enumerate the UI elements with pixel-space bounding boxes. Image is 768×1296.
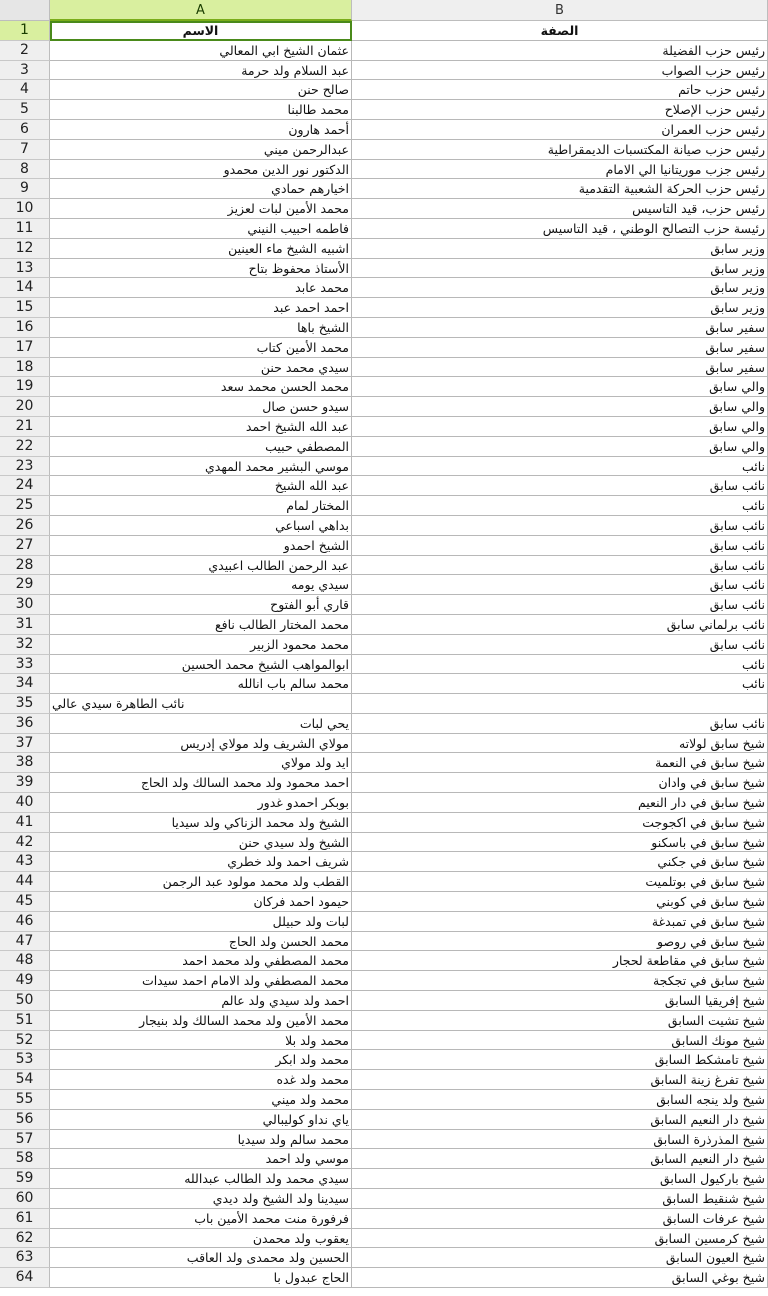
row-header[interactable]: 24 <box>0 476 50 496</box>
cell-b[interactable]: رئيس حزب الصواب <box>352 61 768 81</box>
cell-a[interactable]: اشبيه الشيخ ماء العينين <box>50 239 352 259</box>
row-header[interactable]: 13 <box>0 259 50 279</box>
cell-a[interactable]: ابوالمواهب الشيخ محمد الحسين <box>50 655 352 675</box>
cell-a[interactable]: الشيخ ولد محمد الزناكي ولد سيديا <box>50 813 352 833</box>
table-row <box>0 239 768 259</box>
row-header[interactable]: 20 <box>0 397 50 417</box>
cell-a[interactable]: عبدالرحمن ميني <box>50 140 352 160</box>
row-header[interactable]: 51 <box>0 1011 50 1031</box>
cell-a[interactable]: بداهي اسباعي <box>50 516 352 536</box>
table-row <box>0 1031 768 1051</box>
table-row <box>0 1070 768 1090</box>
table-row <box>0 1130 768 1150</box>
table-row <box>0 179 768 199</box>
cell-a[interactable]: الدكتور نور الدين محمدو <box>50 160 352 180</box>
table-row <box>0 496 768 516</box>
select-all-corner[interactable] <box>0 0 50 21</box>
row-header[interactable]: 37 <box>0 734 50 754</box>
cell-a[interactable]: عبد الله الشيخ احمد <box>50 417 352 437</box>
cell-a[interactable]: ايد ولد مولاي <box>50 753 352 773</box>
cell-b[interactable]: شيخ سابق في بوتلميت <box>352 872 768 892</box>
cell-b[interactable]: شيخ سابق في وادان <box>352 773 768 793</box>
table-row <box>0 674 768 694</box>
row-header[interactable]: 48 <box>0 951 50 971</box>
cell-a[interactable]: الشيخ ولد سيدي حنن <box>50 833 352 853</box>
row-header[interactable]: 26 <box>0 516 50 536</box>
row-header[interactable]: 2 <box>0 41 50 61</box>
cell-a[interactable]: شريف احمد ولد خطري <box>50 852 352 872</box>
table-row <box>0 556 768 576</box>
cell-b[interactable]: وزير سابق <box>352 259 768 279</box>
cell-b[interactable]: رئيس حزب صيانة المكتسبات الديمقراطية <box>352 140 768 160</box>
cell-b[interactable]: نائب <box>352 457 768 477</box>
column-header-row <box>0 0 768 21</box>
table-row <box>0 298 768 318</box>
table-row <box>0 1209 768 1229</box>
table-row <box>0 991 768 1011</box>
cell-a[interactable]: فرفورة منت محمد الأمين باب <box>50 1209 352 1229</box>
row-header[interactable]: 3 <box>0 61 50 81</box>
cell-b[interactable]: شيخ تامشكط السابق <box>352 1050 768 1070</box>
table-row <box>0 41 768 61</box>
table-row <box>0 1011 768 1031</box>
cell-b[interactable]: شيخ دار النعيم السابق <box>352 1110 768 1130</box>
row-header[interactable]: 17 <box>0 338 50 358</box>
row-header[interactable]: 56 <box>0 1110 50 1130</box>
cell-a[interactable]: فاطمه احبيب النيني <box>50 219 352 239</box>
cell-a[interactable]: محمد سالم ولد سيديا <box>50 1130 352 1150</box>
table-row <box>0 338 768 358</box>
table-row <box>0 100 768 120</box>
table-row <box>0 61 768 81</box>
cell-a[interactable]: قاري أبو الفتوح <box>50 595 352 615</box>
table-row <box>0 1248 768 1268</box>
cell-a[interactable]: الشيخ باها <box>50 318 352 338</box>
cell-b[interactable]: شيخ دار النعيم السابق <box>352 1149 768 1169</box>
table-row <box>0 734 768 754</box>
cell-a[interactable]: موسي البشير محمد المهدي <box>50 457 352 477</box>
table-row <box>0 655 768 675</box>
cell-a[interactable]: مولاي الشريف ولد مولاي إدريس <box>50 734 352 754</box>
row-header[interactable]: 41 <box>0 813 50 833</box>
cell-a[interactable]: محمد الحسن ولد الحاج <box>50 932 352 952</box>
table-row <box>0 773 768 793</box>
cell-a[interactable]: محمد المصطفي ولد محمد احمد <box>50 951 352 971</box>
cell-a[interactable]: محمد الأمين كتاب <box>50 338 352 358</box>
row-header[interactable]: 42 <box>0 833 50 853</box>
cell-b[interactable]: رئيسة حزب التصالح الوطني ، قيد التاسيس <box>352 219 768 239</box>
cell-a[interactable]: يحي لبات <box>50 714 352 734</box>
row-header[interactable]: 38 <box>0 753 50 773</box>
table-row <box>0 595 768 615</box>
row-header[interactable]: 29 <box>0 575 50 595</box>
cell-a[interactable]: عبد السلام ولد حرمة <box>50 61 352 81</box>
row-header[interactable]: 39 <box>0 773 50 793</box>
cell-a[interactable]: المصطفي حبيب <box>50 437 352 457</box>
table-row <box>0 1189 768 1209</box>
cell-a[interactable]: الحاج عبدول با <box>50 1268 352 1288</box>
table-row <box>0 1169 768 1189</box>
cell-b[interactable]: سفير سابق <box>352 318 768 338</box>
table-row <box>0 833 768 853</box>
cell-a[interactable]: سيدينا ولد الشيخ ولد ديدي <box>50 1189 352 1209</box>
row-header[interactable]: 49 <box>0 971 50 991</box>
cell-b[interactable] <box>352 694 768 714</box>
row-header[interactable]: 59 <box>0 1169 50 1189</box>
table-row <box>0 140 768 160</box>
cell-a[interactable]: سيدي محمد حنن <box>50 358 352 378</box>
cell-b[interactable]: نائب سابق <box>352 595 768 615</box>
cell-a[interactable]: لبات ولد حبيلل <box>50 912 352 932</box>
row-header[interactable]: 53 <box>0 1050 50 1070</box>
cell-a[interactable]: سيدي يومه <box>50 575 352 595</box>
cell-b[interactable]: شيخ سابق في اكجوجت <box>352 813 768 833</box>
table-row <box>0 714 768 734</box>
cell-b[interactable]: سفير سابق <box>352 338 768 358</box>
table-row <box>0 417 768 437</box>
cell-b[interactable]: شيخ سابق في تمبدغة <box>352 912 768 932</box>
row-header[interactable]: 12 <box>0 239 50 259</box>
row-header[interactable]: 60 <box>0 1189 50 1209</box>
table-row <box>0 1050 768 1070</box>
table-row <box>0 951 768 971</box>
cell-b[interactable]: نائب سابق <box>352 476 768 496</box>
cell-b[interactable]: رئيس حزب الحركة الشعبية التقدمية <box>352 179 768 199</box>
row-header[interactable]: 40 <box>0 793 50 813</box>
cell-b[interactable]: وزير سابق <box>352 239 768 259</box>
cell-a[interactable]: بوبكر احمدو غدور <box>50 793 352 813</box>
cell-b[interactable]: شيخ المذرذرة السابق <box>352 1130 768 1150</box>
cell-b[interactable]: نائب سابق <box>352 536 768 556</box>
row-header[interactable]: 57 <box>0 1130 50 1150</box>
cell-b[interactable]: شيخ سابق في كوبني <box>352 892 768 912</box>
row-header[interactable]: 22 <box>0 437 50 457</box>
row-header[interactable]: 35 <box>0 694 50 714</box>
cell-a[interactable]: نائب الطاهرة سيدي عالي <box>50 694 352 714</box>
table-row <box>0 120 768 140</box>
cell-b[interactable]: شيخ سابق في روصو <box>352 932 768 952</box>
cell-a[interactable]: يعقوب ولد محمدن <box>50 1229 352 1249</box>
row-header[interactable]: 32 <box>0 635 50 655</box>
row-header[interactable]: 63 <box>0 1248 50 1268</box>
cell-a[interactable]: الحسين ولد محمدى ولد العاقب <box>50 1248 352 1268</box>
table-row <box>0 932 768 952</box>
table-row <box>0 813 768 833</box>
cell-b[interactable]: نائب <box>352 496 768 516</box>
table-row <box>0 259 768 279</box>
cell-b[interactable]: سفير سابق <box>352 358 768 378</box>
cell-a[interactable]: القطب ولد محمد مولود عبد الرجمن <box>50 872 352 892</box>
table-row <box>0 852 768 872</box>
row-header[interactable]: 28 <box>0 556 50 576</box>
cell-a[interactable]: محمد عابد <box>50 278 352 298</box>
cell-a[interactable]: محمد ولد ابكر <box>50 1050 352 1070</box>
cell-b[interactable]: شيخ سابق في باسكنو <box>352 833 768 853</box>
cell-a[interactable]: عبد الرحمن الطالب اعبيدي <box>50 556 352 576</box>
row-header[interactable]: 31 <box>0 615 50 635</box>
row-header[interactable]: 9 <box>0 179 50 199</box>
cell-a[interactable]: محمد سالم باب انالله <box>50 674 352 694</box>
row-header[interactable]: 23 <box>0 457 50 477</box>
cell-b[interactable]: نائب برلماني سابق <box>352 615 768 635</box>
table-row <box>0 872 768 892</box>
table-row <box>0 160 768 180</box>
row-header[interactable]: 19 <box>0 377 50 397</box>
cell-b[interactable]: وزير سابق <box>352 298 768 318</box>
row-header[interactable]: 50 <box>0 991 50 1011</box>
table-row <box>0 694 768 714</box>
cell-b[interactable]: رئيس جزب موريتانيا الي الامام <box>352 160 768 180</box>
table-row <box>0 476 768 496</box>
cell-a[interactable]: احمد احمد عبد <box>50 298 352 318</box>
table-row <box>0 892 768 912</box>
table-row <box>0 1090 768 1110</box>
cell-a[interactable]: ياي نداو كوليبالي <box>50 1110 352 1130</box>
cell-b[interactable]: شيخ شنقيط السابق <box>352 1189 768 1209</box>
cell-b[interactable]: رئيس حزب الإصلاح <box>352 100 768 120</box>
cell-b[interactable]: نائب <box>352 674 768 694</box>
table-row <box>0 615 768 635</box>
cell-a[interactable]: المختار لمام <box>50 496 352 516</box>
row-header[interactable]: 16 <box>0 318 50 338</box>
table-row <box>0 1110 768 1130</box>
row-header[interactable]: 10 <box>0 199 50 219</box>
cell-a[interactable]: احمد ولد سيدي ولد عالم <box>50 991 352 1011</box>
cell-a[interactable]: محمد الحسن محمد سعد <box>50 377 352 397</box>
row-header[interactable]: 43 <box>0 852 50 872</box>
cell-b[interactable]: شيخ تفرغ زينة السابق <box>352 1070 768 1090</box>
cell-a[interactable]: محمد ولد ميني <box>50 1090 352 1110</box>
cell-b[interactable]: شيخ سابق في جكني <box>352 852 768 872</box>
cell-b[interactable]: شيخ تشيت السابق <box>352 1011 768 1031</box>
cell-b[interactable]: رئيس حزب الفضيلة <box>352 41 768 61</box>
row-header[interactable]: 44 <box>0 872 50 892</box>
cell-a[interactable]: صالح حنن <box>50 80 352 100</box>
cell-a[interactable]: أحمد هارون <box>50 120 352 140</box>
cell-b[interactable]: شيخ إفريقيا السابق <box>352 991 768 1011</box>
row-header[interactable]: 21 <box>0 417 50 437</box>
row-header[interactable]: 61 <box>0 1209 50 1229</box>
cell-b[interactable]: شيخ عرفات السابق <box>352 1209 768 1229</box>
cell-b[interactable]: شيخ بوغي السابق <box>352 1268 768 1288</box>
cell-b[interactable]: شيخ سابق في مقاطعة لحجار <box>352 951 768 971</box>
table-row <box>0 358 768 378</box>
row-header[interactable]: 62 <box>0 1229 50 1249</box>
column-header-b[interactable]: B <box>352 0 768 21</box>
table-row <box>0 199 768 219</box>
table-row <box>0 437 768 457</box>
table-row <box>0 516 768 536</box>
cell-b[interactable]: الصفة <box>352 21 768 41</box>
cell-a[interactable]: احمد محمود ولد محمد السالك ولد الحاج <box>50 773 352 793</box>
row-header[interactable]: 64 <box>0 1268 50 1288</box>
row-header[interactable]: 55 <box>0 1090 50 1110</box>
row-header[interactable]: 8 <box>0 160 50 180</box>
row-header[interactable]: 1 <box>0 21 50 41</box>
row-header[interactable]: 34 <box>0 674 50 694</box>
cell-a[interactable]: الأستاذ محفوظ بتاح <box>50 259 352 279</box>
cell-b[interactable]: نائب سابق <box>352 635 768 655</box>
table-row <box>0 1229 768 1249</box>
table-row <box>0 753 768 773</box>
table-row <box>0 397 768 417</box>
table-row <box>0 80 768 100</box>
cell-b[interactable]: شيخ سابق في دار النعيم <box>352 793 768 813</box>
cell-b[interactable]: نائب سابق <box>352 516 768 536</box>
row-header[interactable]: 45 <box>0 892 50 912</box>
cell-a[interactable]: محمد المصطفي ولد الامام احمد سيدات <box>50 971 352 991</box>
row-header[interactable]: 58 <box>0 1149 50 1169</box>
row-header[interactable]: 47 <box>0 932 50 952</box>
row-header[interactable]: 4 <box>0 80 50 100</box>
table-row <box>0 1268 768 1288</box>
cell-grid <box>0 21 768 1288</box>
table-row <box>0 21 768 41</box>
column-header-a[interactable]: A <box>50 0 352 21</box>
cell-b[interactable]: نائب سابق <box>352 556 768 576</box>
cell-a[interactable]: سيدي محمد ولد الطالب عبدالله <box>50 1169 352 1189</box>
cell-b[interactable]: نائب سابق <box>352 575 768 595</box>
cell-b[interactable]: والي سابق <box>352 377 768 397</box>
cell-a[interactable]: عثمان الشيخ ابي المعالي <box>50 41 352 61</box>
cell-b[interactable]: رئيس حزب حاتم <box>352 80 768 100</box>
row-header[interactable]: 27 <box>0 536 50 556</box>
row-header[interactable]: 14 <box>0 278 50 298</box>
cell-a[interactable]: الاسم <box>50 21 352 41</box>
cell-b[interactable]: والي سابق <box>352 417 768 437</box>
row-header[interactable]: 6 <box>0 120 50 140</box>
cell-b[interactable]: وزير سابق <box>352 278 768 298</box>
cell-b[interactable]: شيخ باركيول السابق <box>352 1169 768 1189</box>
cell-b[interactable]: والي سابق <box>352 397 768 417</box>
cell-a[interactable]: عبد الله الشيخ <box>50 476 352 496</box>
row-header[interactable]: 5 <box>0 100 50 120</box>
cell-b[interactable]: والي سابق <box>352 437 768 457</box>
cell-b[interactable]: شيخ ولد ينجه السابق <box>352 1090 768 1110</box>
cell-b[interactable]: شيخ العيون السابق <box>352 1248 768 1268</box>
table-row <box>0 793 768 813</box>
table-row <box>0 912 768 932</box>
table-row <box>0 457 768 477</box>
cell-b[interactable]: نائب سابق <box>352 714 768 734</box>
row-header[interactable]: 36 <box>0 714 50 734</box>
row-header[interactable]: 25 <box>0 496 50 516</box>
row-header[interactable]: 54 <box>0 1070 50 1090</box>
cell-b[interactable]: شيخ سابق في تجكجة <box>352 971 768 991</box>
cell-b[interactable]: شيخ كرمسين السابق <box>352 1229 768 1249</box>
cell-a[interactable]: محمد الأمين لبات لعزيز <box>50 199 352 219</box>
cell-b[interactable]: رئيس حزب، قيد التاسيس <box>352 199 768 219</box>
table-row <box>0 377 768 397</box>
table-row <box>0 1149 768 1169</box>
cell-b[interactable]: شيخ سابق لولاته <box>352 734 768 754</box>
row-header[interactable]: 33 <box>0 655 50 675</box>
cell-a[interactable]: اخيارهم حمادي <box>50 179 352 199</box>
row-header[interactable]: 11 <box>0 219 50 239</box>
table-row <box>0 219 768 239</box>
cell-a[interactable]: محمد ولد بلا <box>50 1031 352 1051</box>
row-header[interactable]: 7 <box>0 140 50 160</box>
row-header[interactable]: 18 <box>0 358 50 378</box>
table-row <box>0 971 768 991</box>
table-row <box>0 318 768 338</box>
table-row <box>0 278 768 298</box>
cell-b[interactable]: شيخ مونك السابق <box>352 1031 768 1051</box>
table-row <box>0 575 768 595</box>
cell-a[interactable]: محمد محمود الزبير <box>50 635 352 655</box>
table-row <box>0 536 768 556</box>
cell-a[interactable]: محمد طالبنا <box>50 100 352 120</box>
table-row <box>0 635 768 655</box>
cell-b[interactable]: شيخ سابق في النعمة <box>352 753 768 773</box>
cell-a[interactable]: موسي ولد احمد <box>50 1149 352 1169</box>
cell-a[interactable]: محمد ولد غده <box>50 1070 352 1090</box>
cell-b[interactable]: نائب <box>352 655 768 675</box>
row-header[interactable]: 46 <box>0 912 50 932</box>
row-header[interactable]: 52 <box>0 1031 50 1051</box>
cell-a[interactable]: سيدو حسن صال <box>50 397 352 417</box>
cell-a[interactable]: حيمود احمد فركان <box>50 892 352 912</box>
cell-b[interactable]: رئيس حزب العمران <box>352 120 768 140</box>
cell-a[interactable]: الشيخ احمدو <box>50 536 352 556</box>
cell-a[interactable]: محمد الأمين ولد محمد السالك ولد بنيجار <box>50 1011 352 1031</box>
row-header[interactable]: 30 <box>0 595 50 615</box>
cell-a[interactable]: محمد المختار الطالب نافع <box>50 615 352 635</box>
row-header[interactable]: 15 <box>0 298 50 318</box>
